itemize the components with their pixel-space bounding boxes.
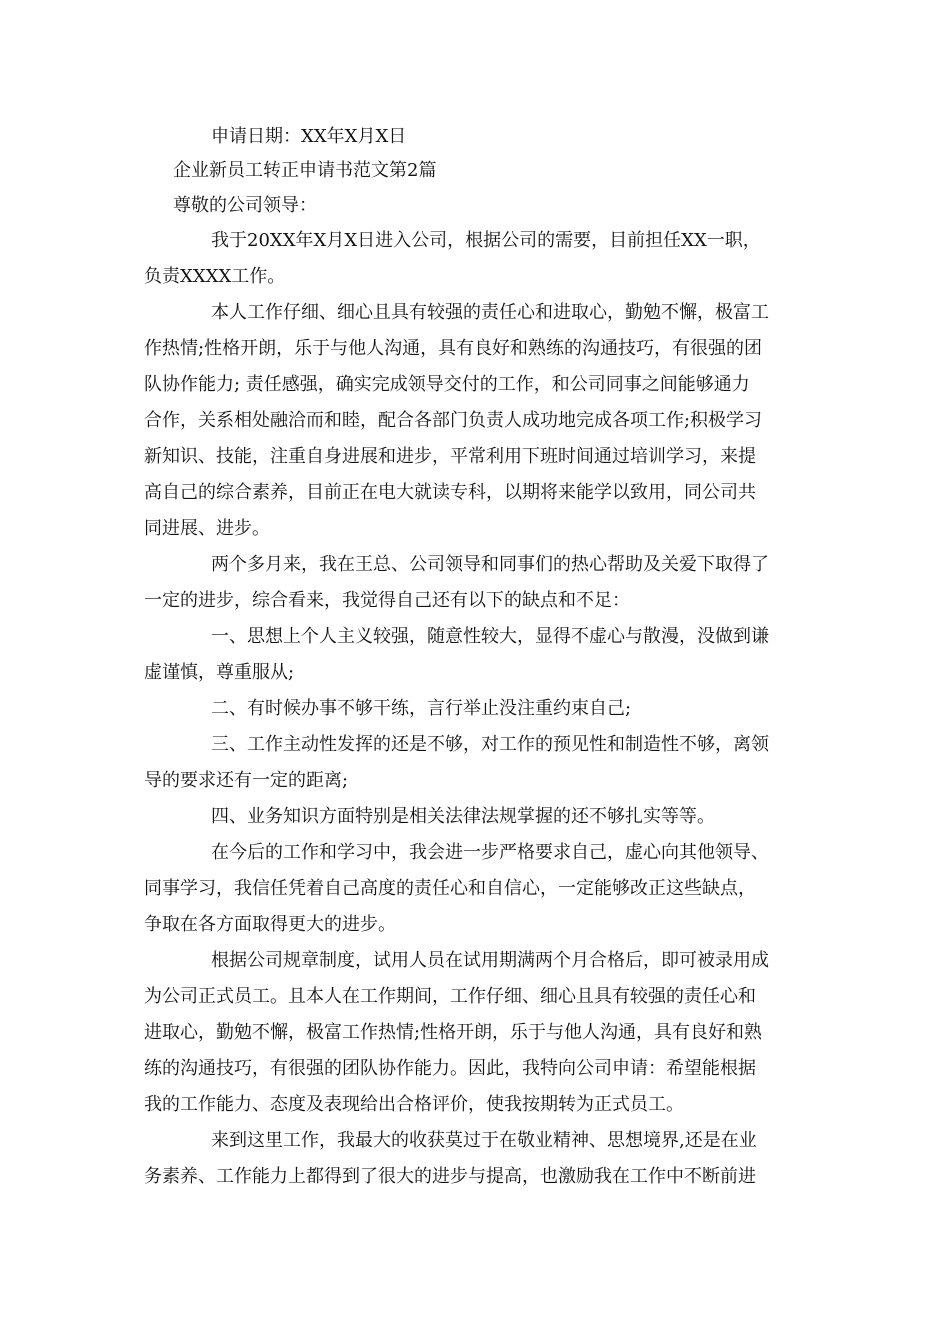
body-line: 合作，关系相处融洽而和睦，配合各部门负责人成功地完成各项工作;积极学习 bbox=[144, 410, 763, 431]
body-line: 高自己的综合素养，目前正在电大就读专科，以期将来能学以致用，同公司共 bbox=[144, 482, 756, 503]
body-line: 四、业务知识方面特别是相关法律法规掌握的还不够扎实等等。 bbox=[211, 806, 715, 827]
application-date: 申请日期：XX年X月X日 bbox=[211, 126, 407, 147]
body-line: 为公司正式员工。且本人在工作期间，工作仔细、细心且具有较强的责任心和 bbox=[144, 986, 756, 1007]
body-line: 两个多月来，我在王总、公司领导和同事们的热心帮助及关爱下取得了 bbox=[211, 554, 769, 575]
body-line: 作热情;性格开朗，乐于与他人沟通，具有良好和熟练的沟通技巧，有很强的团 bbox=[144, 338, 763, 359]
body-line: 练的沟通技巧，有很强的团队协作能力。因此，我特向公司申请：希望能根据 bbox=[144, 1058, 756, 1079]
body-line: 一、思想上个人主义较强，随意性较大，显得不虚心与散漫，没做到谦 bbox=[211, 626, 769, 647]
body-line: 队协作能力; 责任感强，确实完成领导交付的工作，和公司同事之间能够通力 bbox=[144, 374, 750, 395]
body-line: 二、有时候办事不够干练，言行举止没注重约束自己; bbox=[211, 698, 632, 719]
body-line: 根据公司规章制度，试用人员在试用期满两个月合格后，即可被录用成 bbox=[211, 950, 769, 971]
body-line: 来到这里工作，我最大的收获莫过于在敬业精神、思想境界,还是在业 bbox=[211, 1130, 757, 1151]
body-line: 新知识、技能，注重自身进展和进步，平常利用下班时间通过培训学习，来提 bbox=[144, 446, 756, 467]
document-title: 企业新员工转正申请书范文第2篇 bbox=[173, 160, 437, 181]
body-line: 同事学习，我信任凭着自己高度的责任心和自信心，一定能够改正这些缺点， bbox=[144, 878, 756, 899]
body-line: 在今后的工作和学习中，我会进一步严格要求自己，虚心向其他领导、 bbox=[211, 842, 769, 863]
body-line: 导的要求还有一定的距离; bbox=[144, 770, 349, 791]
body-line: 务素养、工作能力上都得到了很大的进步与提高，也激励我在工作中不断前进 bbox=[144, 1166, 756, 1187]
body-line: 三、工作主动性发挥的还是不够，对工作的预见性和制造性不够，离领 bbox=[211, 734, 769, 755]
body-line: 我于20XX年X月X日进入公司，根据公司的需要，目前担任XX一职， bbox=[211, 230, 761, 251]
body-line: 同进展、进步。 bbox=[144, 518, 270, 539]
body-line: 虚谨慎，尊重服从; bbox=[144, 662, 295, 683]
body-line: 我的工作能力、态度及表现给出合格评价，使我按期转为正式员工。 bbox=[144, 1094, 684, 1115]
body-line: 争取在各方面取得更大的进步。 bbox=[144, 914, 396, 935]
body-line: 进取心，勤勉不懈，极富工作热情;性格开朗，乐于与他人沟通，具有良好和熟 bbox=[144, 1022, 763, 1043]
salutation: 尊敬的公司领导： bbox=[173, 195, 317, 216]
body-line: 本人工作仔细、细心且具有较强的责任心和进取心，勤勉不懈，极富工 bbox=[211, 302, 769, 323]
body-line: 负责XXXX工作。 bbox=[144, 266, 286, 287]
body-line: 一定的进步，综合看来，我觉得自己还有以下的缺点和不足： bbox=[144, 590, 630, 611]
